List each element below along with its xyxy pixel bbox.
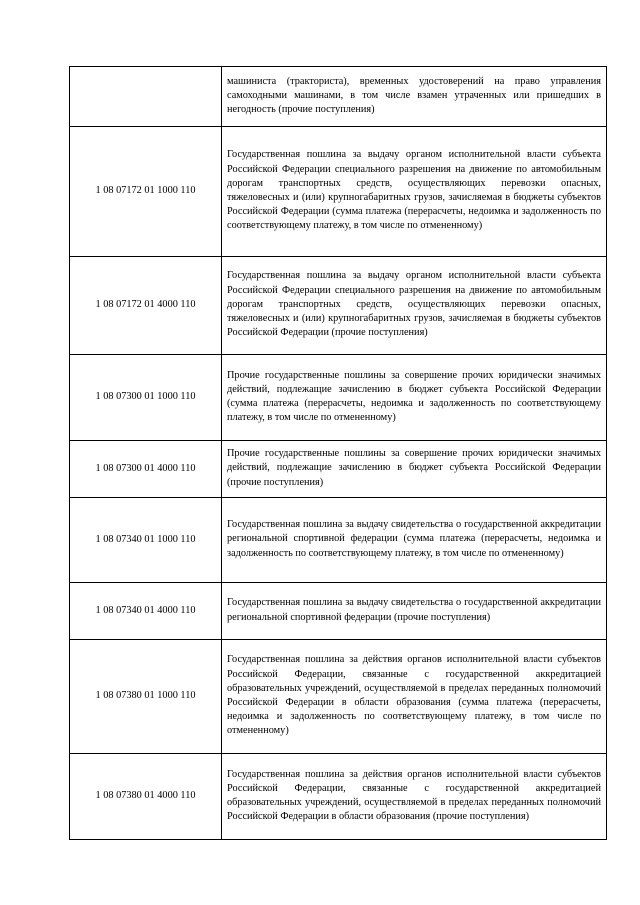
code-cell: 1 08 07380 01 1000 110 (70, 640, 222, 754)
description-cell: Государственная пошлина за действия органов исполнительной власти субъектов Российской Федерации, связанные с государственной аккредитацией образовательных учреждений, осуществляемой в пределах переданных полномочий Российской Федерации в области образования (прочие поступления) (222, 754, 607, 840)
description-cell: машиниста (тракториста), временных удостоверений на право управления самоходными машинами, в том числе взамен утраченных или пришедших в негодность (прочие поступления) (222, 67, 607, 127)
description-cell: Государственная пошлина за выдачу органом исполнительной власти субъекта Российской Федерации специального разрешения на движение по автомобильным дорогам транспортных средств, осуществляющих перевозки опасных, тяжеловесных и (или) крупногабаритных грузов, зачисляемая в бюджеты субъектов Российской Федерации (прочие поступления) (222, 257, 607, 355)
code-cell (70, 67, 222, 127)
code-cell: 1 08 07380 01 4000 110 (70, 754, 222, 840)
description-cell: Прочие государственные пошлины за совершение прочих юридически значимых действий, подлежащие зачислению в бюджет субъекта Российской Федерации (прочие поступления) (222, 441, 607, 498)
table-row (70, 67, 607, 127)
table-row (70, 355, 607, 441)
code-cell: 1 08 07300 01 1000 110 (70, 355, 222, 441)
table-row (70, 640, 607, 754)
table-row (70, 257, 607, 355)
description-cell: Государственная пошлина за выдачу органом исполнительной власти субъекта Российской Федерации специального разрешения на движение по автомобильным дорогам транспортных средств, осуществляющих перевозки опасных, тяжеловесных и (или) крупногабаритных грузов, зачисляемая в бюджеты субъектов Российской Федерации (сумма платежа (перерасчеты, недоимка и задолженность по соответствующему платежу, в том числе по отмененному) (222, 127, 607, 257)
table-row (70, 441, 607, 498)
description-cell: Государственная пошлина за выдачу свидетельства о государственной аккредитации региональной спортивной федерации (прочие поступления) (222, 583, 607, 640)
description-cell: Государственная пошлина за действия органов исполнительной власти субъектов Российской Федерации, связанные с государственной аккредитацией образовательных учреждений, осуществляемой в пределах переданных полномочий Российской Федерации в области образования (сумма платежа (перерасчеты, недоимка и задолженность по соответствующему платежу, в том числе по отмененному) (222, 640, 607, 754)
code-cell: 1 08 07300 01 4000 110 (70, 441, 222, 498)
code-cell: 1 08 07172 01 4000 110 (70, 257, 222, 355)
budget-codes-table (69, 66, 607, 840)
table-row (70, 754, 607, 840)
code-cell: 1 08 07172 01 1000 110 (70, 127, 222, 257)
table-row (70, 583, 607, 640)
table-row (70, 127, 607, 257)
code-cell: 1 08 07340 01 1000 110 (70, 498, 222, 583)
description-cell: Прочие государственные пошлины за совершение прочих юридически значимых действий, подлежащие зачислению в бюджет субъекта Российской Федерации (сумма платежа (перерасчеты, недоимка и задолженность по соответствующему платежу, в том числе по отмененному) (222, 355, 607, 441)
code-cell: 1 08 07340 01 4000 110 (70, 583, 222, 640)
description-cell: Государственная пошлина за выдачу свидетельства о государственной аккредитации региональной спортивной федерации (сумма платежа (перерасчеты, недоимка и задолженность по соответствующему платежу, в том числе по отмененному) (222, 498, 607, 583)
table-row (70, 498, 607, 583)
